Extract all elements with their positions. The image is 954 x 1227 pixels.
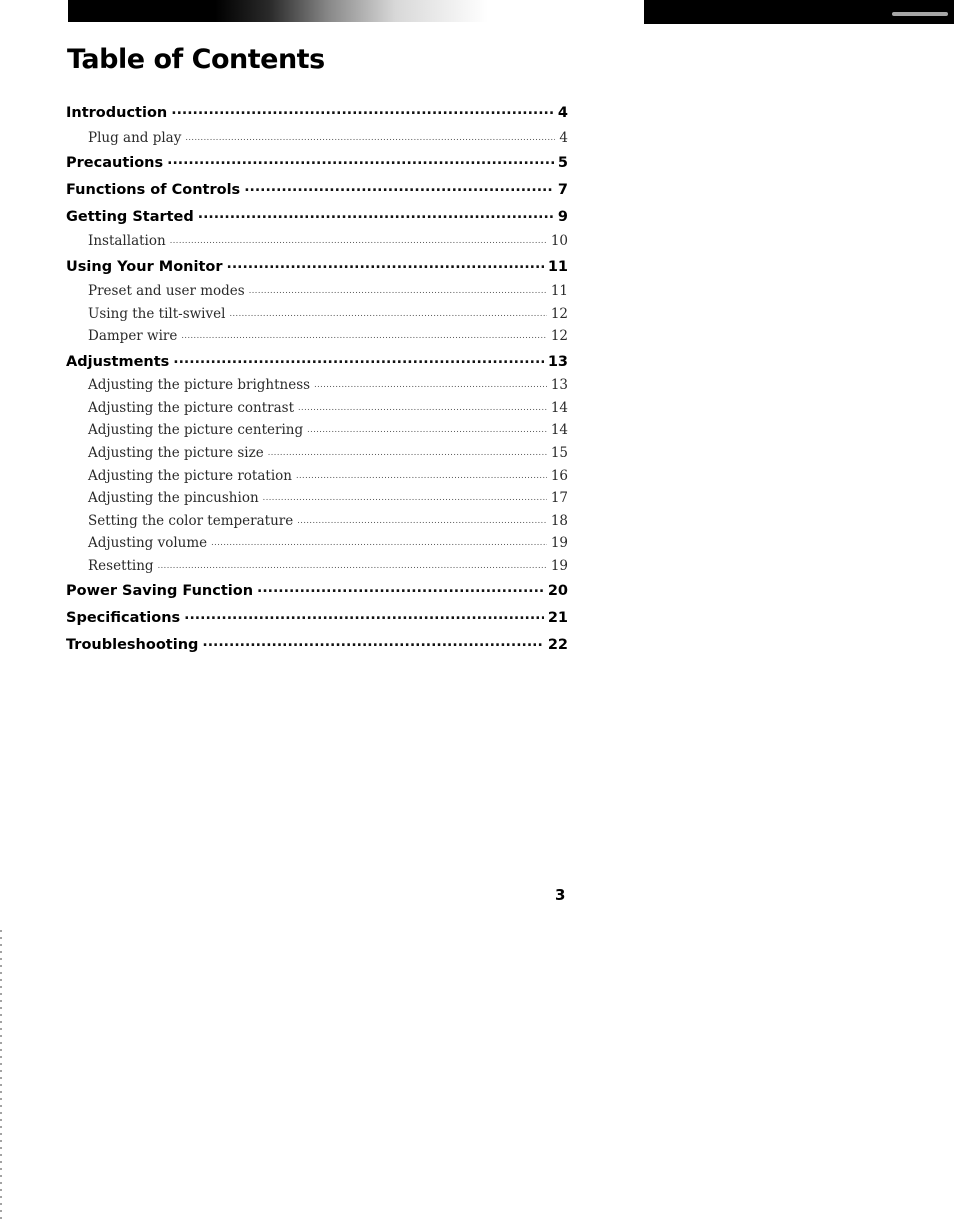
toc-subsection: [66, 231, 568, 249]
toc-dot-leader: [314, 375, 547, 389]
toc-entry-label: Resetting: [88, 557, 154, 574]
toc-entry-page: 9: [557, 208, 568, 225]
toc-entry-label: Adjusting the picture brightness: [88, 376, 311, 393]
toc-entry-page: 12: [550, 327, 568, 344]
toc-dot-leader: [257, 580, 544, 595]
toc-section: [66, 607, 568, 626]
toc-entry-page: 14: [550, 399, 568, 416]
toc-dot-leader: [268, 443, 547, 457]
toc-entry-page: 19: [550, 534, 568, 551]
toc-dot-leader: [298, 398, 547, 412]
toc-section: [66, 580, 568, 599]
toc-dot-leader: [173, 351, 544, 366]
toc-subsection: [66, 326, 568, 344]
toc-dot-leader: [263, 488, 547, 502]
toc-entry-page: 18: [550, 512, 568, 529]
toc-dot-leader: [297, 511, 547, 525]
page-title: Table of Contents: [67, 44, 325, 75]
toc-subsection: [66, 533, 568, 551]
toc-entry-label: Using Your Monitor: [66, 258, 223, 275]
toc-section: [66, 102, 568, 121]
toc-entry-page: 20: [547, 582, 568, 599]
toc-entry-page: 17: [550, 489, 568, 506]
toc-entry-page: 13: [550, 376, 568, 393]
toc-entry-label: Adjusting the pincushion: [88, 489, 259, 506]
toc-dot-leader: [249, 281, 547, 295]
toc-subsection: [66, 556, 568, 574]
toc-dot-leader: [184, 607, 544, 622]
toc-entry-label: Getting Started: [66, 208, 194, 225]
toc-subsection: [66, 420, 568, 438]
toc-subsection: [66, 398, 568, 416]
toc-entry-label: Power Saving Function: [66, 582, 254, 599]
toc-dot-leader: [229, 304, 546, 318]
toc-entry-label: Damper wire: [88, 327, 178, 344]
toc-entry-page: 14: [550, 421, 568, 438]
toc-subsection: [66, 511, 568, 529]
toc-entry-page: 11: [550, 282, 568, 299]
toc-dot-leader: [158, 556, 547, 570]
toc-entry-page: 10: [550, 232, 568, 249]
toc-section: [66, 179, 568, 198]
toc-section: [66, 152, 568, 171]
header-band-left: [68, 0, 488, 22]
toc-entry-label: Precautions: [66, 154, 164, 171]
toc-entry-page: 13: [547, 353, 568, 370]
toc-entry-label: Adjusting the picture size: [88, 444, 264, 461]
toc-dot-leader: [307, 420, 547, 434]
toc-entry-label: Setting the color temperature: [88, 512, 294, 529]
page-number: 3: [555, 886, 566, 904]
toc-dot-leader: [181, 326, 546, 340]
scan-edge-mark: [0, 930, 2, 1220]
toc-entry-page: 21: [547, 609, 568, 626]
toc-entry-label: Plug and play: [88, 129, 182, 146]
toc-entry-page: 4: [559, 129, 568, 146]
toc-section: [66, 351, 568, 370]
toc-entry-label: Specifications: [66, 609, 181, 626]
toc-dot-leader: [211, 533, 547, 547]
toc-entry-page: 4: [557, 104, 568, 121]
toc-dot-leader: [170, 231, 547, 245]
toc-subsection: [66, 443, 568, 461]
toc-entry-label: Functions of Controls: [66, 181, 241, 198]
toc-entry-label: Installation: [88, 232, 166, 249]
toc-dot-leader: [296, 466, 547, 480]
toc-entry-page: 15: [550, 444, 568, 461]
toc-entry-page: 7: [557, 181, 568, 198]
toc-section: [66, 206, 568, 225]
toc-dot-leader: [185, 128, 555, 142]
header-band-right: [644, 0, 954, 24]
toc-dot-leader: [167, 152, 554, 167]
toc-entry-label: Troubleshooting: [66, 636, 199, 653]
toc-subsection: [66, 488, 568, 506]
toc-subsection: [66, 304, 568, 322]
header-band-streak: [892, 12, 948, 16]
toc-entry-label: Preset and user modes: [88, 282, 245, 299]
toc-section: [66, 256, 568, 275]
toc-entry-page: 12: [550, 305, 568, 322]
toc-entry-label: Adjusting the picture centering: [88, 421, 304, 438]
toc-subsection: [66, 375, 568, 393]
toc-dot-leader: [171, 102, 554, 117]
toc-entry-page: 5: [557, 154, 568, 171]
toc-entry-label: Adjusting the picture contrast: [88, 399, 295, 416]
toc-entry-page: 22: [547, 636, 568, 653]
toc-dot-leader: [227, 256, 544, 271]
toc-dot-leader: [202, 634, 543, 649]
toc-section: [66, 634, 568, 653]
toc-entry-label: Using the tilt-swivel: [88, 305, 226, 322]
toc-entry-label: Adjusting the picture rotation: [88, 467, 292, 484]
toc-subsection: [66, 128, 568, 146]
toc-subsection: [66, 281, 568, 299]
toc-subsection: [66, 466, 568, 484]
toc-entry-label: Adjusting volume: [88, 534, 208, 551]
toc-entry-page: 16: [550, 467, 568, 484]
toc-entry-label: Adjustments: [66, 353, 170, 370]
toc-entry-label: Introduction: [66, 104, 168, 121]
toc-entry-page: 19: [550, 557, 568, 574]
toc-entry-page: 11: [547, 258, 568, 275]
toc-dot-leader: [244, 179, 554, 194]
toc-dot-leader: [198, 206, 554, 221]
